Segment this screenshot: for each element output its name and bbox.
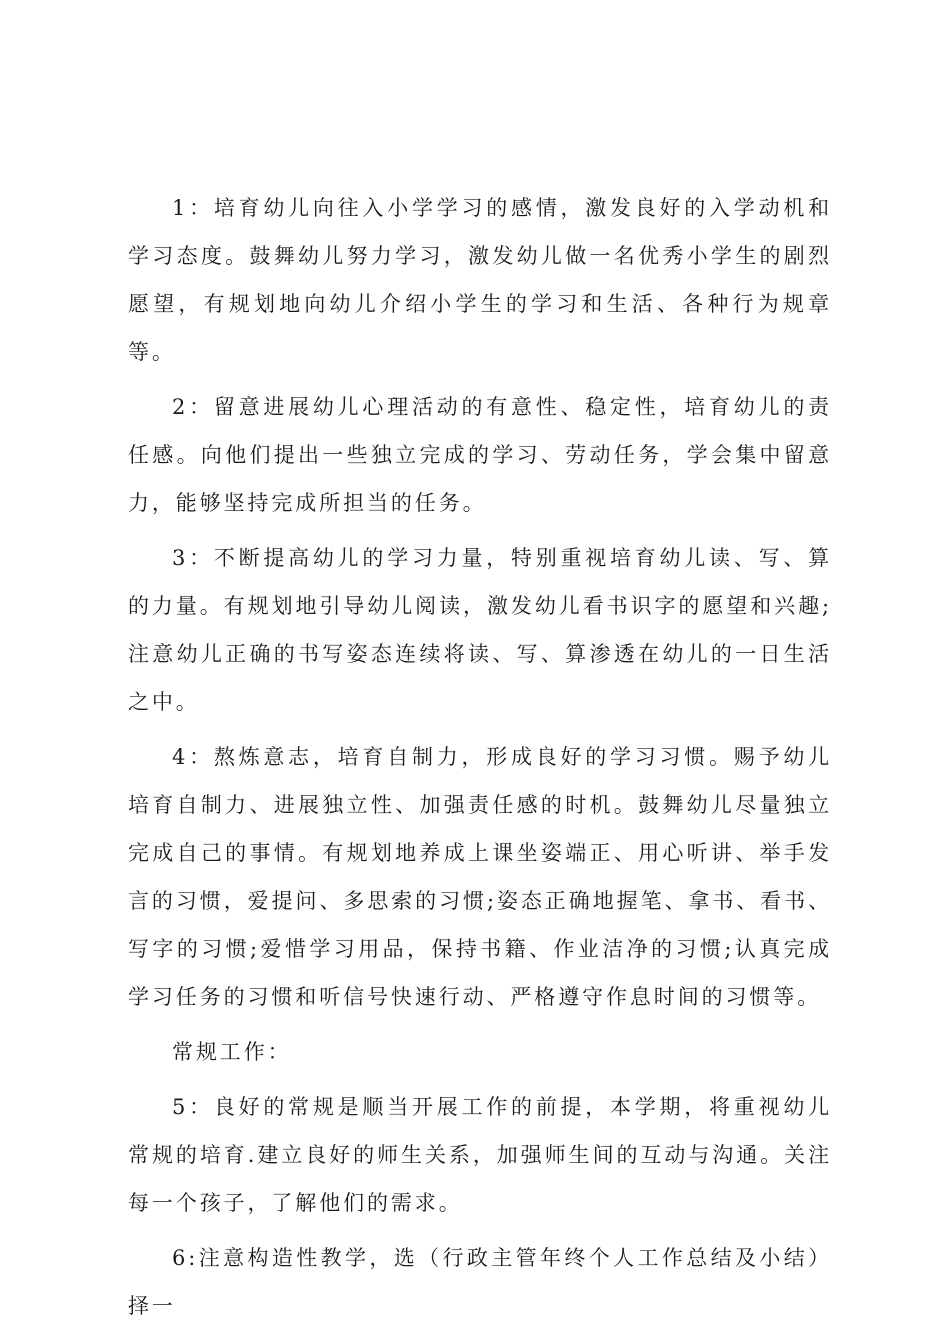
paragraph-1: 1：培育幼儿向往入小学学习的感情，激发良好的入学动机和学习态度。鼓舞幼儿努力学习，激发幼儿做一名优秀小学生的剧烈愿望，有规划地向幼儿介绍小学生的学习和生活、各种行为规章等。 xyxy=(128,196,832,364)
document-body xyxy=(128,184,832,1337)
paragraph-4: 4：熬炼意志，培育自制力，形成良好的学习习惯。赐予幼儿培育自制力、进展独立性、加强责任感的时机。鼓舞幼儿尽量独立完成自己的事情。有规划地养成上课坐姿端正、用心听讲、举手发言的习惯，爱提问、多思索的习惯;姿态正确地握笔、拿书、看书、写字的习惯;爱惜学习用品，保持书籍、作业洁净的习惯;认真完成学习任务的习惯和听信号快速行动、严格遵守作息时间的习惯等。 xyxy=(128,745,832,1009)
paragraph-5: 5：良好的常规是顺当开展工作的前提，本学期，将重视幼儿常规的培育.建立良好的师生关系，加强师生间的互动与沟通。关注每一个孩子，了解他们的需求。 xyxy=(128,1095,832,1215)
paragraph-3: 3：不断提高幼儿的学习力量，特别重视培育幼儿读、写、算的力量。有规划地引导幼儿阅读，激发幼儿看书识字的愿望和兴趣;注意幼儿正确的书写姿态连续将读、写、算渗透在幼儿的一日生活之中。 xyxy=(128,546,832,714)
paragraph-6: 6:注意构造性教学，选（行政主管年终个人工作总结及小结）择一 xyxy=(128,1246,832,1318)
section-heading-routine-work: 常规工作： xyxy=(172,1040,292,1064)
paragraph-2: 2：留意进展幼儿心理活动的有意性、稳定性，培育幼儿的责任感。向他们提出一些独立完成的学习、劳动任务，学会集中留意力，能够坚持完成所担当的任务。 xyxy=(128,395,832,515)
